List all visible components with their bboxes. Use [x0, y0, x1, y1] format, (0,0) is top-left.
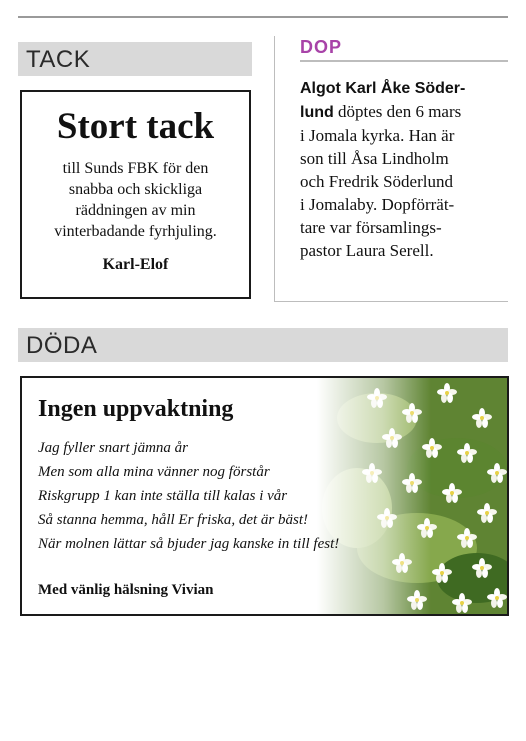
notice-signature: Karl-Elof	[102, 256, 169, 273]
poem-line: Riskgrupp 1 kan inte ställa till kalas i vår	[38, 488, 288, 504]
notice-body-line: räddningen av min	[75, 202, 196, 219]
baptism-text-line: och Fredrik Söderlund	[300, 172, 453, 191]
notice-body-line: till Sunds FBK för den	[62, 160, 209, 177]
poem-line: När molnen lättar så bjuder jag kanske in till fest!	[38, 536, 340, 552]
baptized-name-cont: lund	[300, 104, 334, 121]
baptism-text-line: son till Åsa Lindholm	[300, 149, 449, 168]
announcement-box	[20, 376, 509, 616]
baptism-text-line: tare var församlings-	[300, 218, 442, 237]
announcement-signature: Med vänlig hälsning Vivian	[38, 582, 214, 598]
notice-body-line: snabba och skickliga	[68, 181, 203, 198]
thank-you-notice	[20, 90, 251, 299]
poem-line: Jag fyller snart jämna år	[38, 440, 188, 456]
baptism-text-line: i Jomalaby. Dopförrät-	[300, 195, 455, 214]
baptism-text-line: döptes den 6 mars	[333, 102, 462, 121]
baptism-notice	[300, 76, 506, 262]
announcement-title: Ingen uppvaktning	[38, 396, 234, 422]
poem	[38, 436, 398, 556]
notice-body-line: vinterbadande fyrhjuling.	[54, 223, 217, 240]
poem-line: Men som alla mina vänner nog förstår	[38, 464, 270, 480]
top-rule	[18, 16, 508, 18]
doda-section-header: DÖDA	[18, 328, 508, 362]
poem-line: Så stanna hemma, håll Er friska, det är bäst!	[38, 512, 308, 528]
notice-body	[22, 158, 249, 242]
tack-section-header: TACK	[18, 42, 252, 76]
notice-title: Stort tack	[56, 106, 215, 147]
column-divider	[274, 36, 275, 302]
column-bottom-rule	[274, 301, 508, 302]
baptism-text-line: pastor Laura Serell.	[300, 241, 434, 260]
dop-section-header: DOP	[300, 36, 508, 62]
baptized-name: Algot Karl Åke Söder-	[300, 80, 466, 97]
baptism-text-line: i Jomala kyrka. Han är	[300, 126, 455, 145]
